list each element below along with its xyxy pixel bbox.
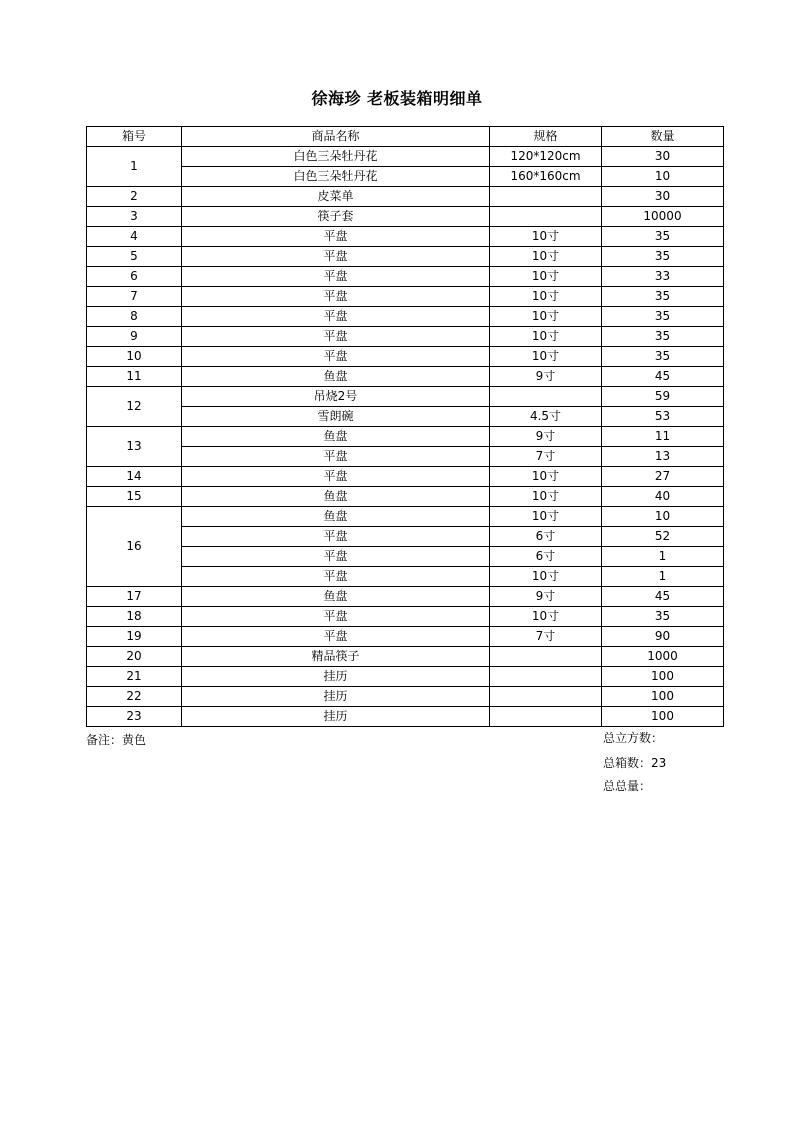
- cell-box-number: 9: [87, 327, 182, 347]
- cell-product-name: 平盘: [182, 227, 490, 247]
- table-row: [87, 427, 724, 447]
- cell-box-number: 7: [87, 287, 182, 307]
- table-row: [87, 447, 724, 467]
- total-weight: 总总量：: [603, 779, 652, 793]
- cell-product-name: 平盘: [182, 607, 490, 627]
- cell-spec: 10寸: [490, 607, 602, 627]
- cell-spec: [490, 687, 602, 707]
- cell-product-name: 雪朗碗: [182, 407, 490, 427]
- cell-quantity: 100: [602, 687, 724, 707]
- table-row: [87, 607, 724, 627]
- table-header-row: [87, 127, 724, 147]
- cell-spec: 9寸: [490, 367, 602, 387]
- cell-spec: 10寸: [490, 507, 602, 527]
- cell-spec: 6寸: [490, 547, 602, 567]
- cell-spec: [490, 667, 602, 687]
- cell-box-number: 5: [87, 247, 182, 267]
- cell-quantity: 35: [602, 227, 724, 247]
- cell-spec: 10寸: [490, 487, 602, 507]
- cell-spec: 9寸: [490, 587, 602, 607]
- cell-quantity: 35: [602, 327, 724, 347]
- total-volume: 总立方数：: [603, 731, 664, 745]
- cell-box-number: 21: [87, 667, 182, 687]
- table-row: [87, 267, 724, 287]
- cell-spec: 10寸: [490, 327, 602, 347]
- cell-spec: 10寸: [490, 467, 602, 487]
- table-row: [87, 327, 724, 347]
- cell-quantity: 10: [602, 167, 724, 187]
- cell-product-name: 平盘: [182, 547, 490, 567]
- cell-quantity: 10: [602, 507, 724, 527]
- table-row: [87, 387, 724, 407]
- table-body: [87, 147, 724, 727]
- cell-product-name: 挂历: [182, 687, 490, 707]
- cell-quantity: 33: [602, 267, 724, 287]
- cell-spec: [490, 387, 602, 407]
- cell-product-name: 挂历: [182, 667, 490, 687]
- cell-spec: 120*120cm: [490, 147, 602, 167]
- cell-spec: 10寸: [490, 287, 602, 307]
- cell-box-number: 14: [87, 467, 182, 487]
- cell-product-name: 吊烧2号: [182, 387, 490, 407]
- cell-box-number: 3: [87, 207, 182, 227]
- cell-product-name: 白色三朵牡丹花: [182, 167, 490, 187]
- cell-box-number: 19: [87, 627, 182, 647]
- cell-spec: 7寸: [490, 447, 602, 467]
- cell-spec: 10寸: [490, 227, 602, 247]
- cell-box-number: 8: [87, 307, 182, 327]
- cell-product-name: 平盘: [182, 307, 490, 327]
- cell-product-name: 平盘: [182, 347, 490, 367]
- document-title: 徐海珍 老板装箱明细单: [311, 89, 483, 108]
- cell-product-name: 平盘: [182, 467, 490, 487]
- table-row: [87, 407, 724, 427]
- table-row: [87, 567, 724, 587]
- cell-quantity: 30: [602, 187, 724, 207]
- table-row: [87, 347, 724, 367]
- table-row: [87, 587, 724, 607]
- cell-quantity: 1: [602, 547, 724, 567]
- cell-box-number: 11: [87, 367, 182, 387]
- header-quantity: 数量: [602, 127, 724, 147]
- cell-product-name: 平盘: [182, 447, 490, 467]
- table-row: [87, 627, 724, 647]
- cell-spec: 10寸: [490, 247, 602, 267]
- table-row: [87, 527, 724, 547]
- cell-quantity: 100: [602, 707, 724, 727]
- cell-quantity: 45: [602, 587, 724, 607]
- cell-product-name: 平盘: [182, 567, 490, 587]
- cell-spec: 4.5寸: [490, 407, 602, 427]
- cell-quantity: 35: [602, 247, 724, 267]
- table-row: [87, 287, 724, 307]
- cell-spec: 10寸: [490, 267, 602, 287]
- table-row: [87, 207, 724, 227]
- cell-product-name: 鱼盘: [182, 487, 490, 507]
- cell-box-number: 20: [87, 647, 182, 667]
- cell-product-name: 精品筷子: [182, 647, 490, 667]
- cell-product-name: 平盘: [182, 527, 490, 547]
- cell-box-number: 13: [87, 427, 182, 467]
- cell-spec: 7寸: [490, 627, 602, 647]
- cell-product-name: 平盘: [182, 327, 490, 347]
- header-spec: 规格: [490, 127, 602, 147]
- table-row: [87, 707, 724, 727]
- packing-list-table: [86, 126, 724, 727]
- cell-quantity: 27: [602, 467, 724, 487]
- cell-product-name: 皮菜单: [182, 187, 490, 207]
- cell-quantity: 10000: [602, 207, 724, 227]
- cell-quantity: 53: [602, 407, 724, 427]
- cell-quantity: 35: [602, 307, 724, 327]
- cell-box-number: 16: [87, 507, 182, 587]
- cell-quantity: 35: [602, 607, 724, 627]
- cell-product-name: 平盘: [182, 627, 490, 647]
- table-row: [87, 167, 724, 187]
- cell-product-name: 鱼盘: [182, 587, 490, 607]
- table-row: [87, 187, 724, 207]
- cell-box-number: 4: [87, 227, 182, 247]
- table-row: [87, 547, 724, 567]
- table-row: [87, 467, 724, 487]
- cell-quantity: 35: [602, 347, 724, 367]
- cell-product-name: 鱼盘: [182, 427, 490, 447]
- cell-product-name: 挂历: [182, 707, 490, 727]
- table-row: [87, 247, 724, 267]
- cell-box-number: 12: [87, 387, 182, 427]
- cell-quantity: 40: [602, 487, 724, 507]
- cell-spec: 10寸: [490, 307, 602, 327]
- cell-product-name: 平盘: [182, 267, 490, 287]
- cell-box-number: 23: [87, 707, 182, 727]
- cell-product-name: 白色三朵牡丹花: [182, 147, 490, 167]
- table-row: [87, 507, 724, 527]
- table-row: [87, 147, 724, 167]
- table-row: [87, 667, 724, 687]
- cell-spec: 160*160cm: [490, 167, 602, 187]
- cell-spec: [490, 647, 602, 667]
- cell-quantity: 1000: [602, 647, 724, 667]
- cell-product-name: 平盘: [182, 247, 490, 267]
- remark-note: 备注：黄色: [86, 733, 147, 747]
- cell-quantity: 100: [602, 667, 724, 687]
- cell-spec: [490, 207, 602, 227]
- cell-product-name: 鱼盘: [182, 367, 490, 387]
- cell-spec: 6寸: [490, 527, 602, 547]
- header-box-number: 箱号: [87, 127, 182, 147]
- header-product-name: 商品名称: [182, 127, 490, 147]
- cell-spec: 9寸: [490, 427, 602, 447]
- cell-box-number: 18: [87, 607, 182, 627]
- total-boxes: 总箱数：23: [603, 756, 667, 770]
- table-row: [87, 367, 724, 387]
- cell-product-name: 鱼盘: [182, 507, 490, 527]
- table-row: [87, 307, 724, 327]
- cell-box-number: 10: [87, 347, 182, 367]
- cell-spec: [490, 187, 602, 207]
- table-row: [87, 487, 724, 507]
- cell-product-name: 筷子套: [182, 207, 490, 227]
- table-row: [87, 687, 724, 707]
- cell-product-name: 平盘: [182, 287, 490, 307]
- cell-quantity: 30: [602, 147, 724, 167]
- cell-box-number: 17: [87, 587, 182, 607]
- table-row: [87, 647, 724, 667]
- cell-box-number: 15: [87, 487, 182, 507]
- cell-quantity: 59: [602, 387, 724, 407]
- table-row: [87, 227, 724, 247]
- cell-quantity: 45: [602, 367, 724, 387]
- cell-spec: [490, 707, 602, 727]
- cell-quantity: 35: [602, 287, 724, 307]
- cell-quantity: 90: [602, 627, 724, 647]
- cell-box-number: 1: [87, 147, 182, 187]
- cell-quantity: 1: [602, 567, 724, 587]
- cell-box-number: 22: [87, 687, 182, 707]
- cell-spec: 10寸: [490, 567, 602, 587]
- cell-spec: 10寸: [490, 347, 602, 367]
- cell-quantity: 13: [602, 447, 724, 467]
- cell-quantity: 11: [602, 427, 724, 447]
- cell-box-number: 6: [87, 267, 182, 287]
- cell-box-number: 2: [87, 187, 182, 207]
- cell-quantity: 52: [602, 527, 724, 547]
